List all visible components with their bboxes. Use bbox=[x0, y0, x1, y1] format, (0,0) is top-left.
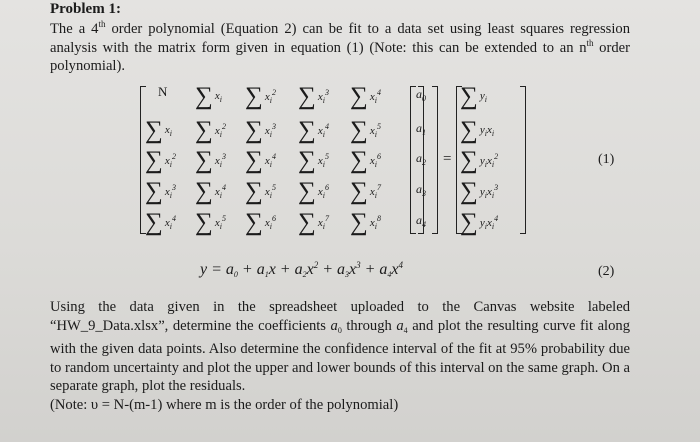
matrix-cell: ∑ $x_i^2$ bbox=[145, 147, 176, 174]
rhs-cell: ∑ $y_ix_i$ bbox=[460, 117, 495, 144]
equation-1-label: (1) bbox=[598, 152, 615, 167]
rhs-cell: ∑ $y_i$ bbox=[460, 83, 487, 110]
matrix-cell: ∑ $x_i^3$ bbox=[298, 83, 329, 110]
matrix-cell: ∑ $x_i^4$ bbox=[245, 147, 276, 174]
rhs-right-bracket bbox=[520, 86, 526, 234]
unknowns-right-bracket bbox=[432, 86, 438, 234]
unknown-cell: $a_1$ bbox=[416, 121, 426, 137]
matrix-cell: ∑ $x_i$ bbox=[145, 117, 172, 144]
unknown-cell: $a_4$ bbox=[416, 213, 426, 229]
unknown-cell: $a_2$ bbox=[416, 151, 426, 167]
matrix-cell: ∑ $x_i^2$ bbox=[245, 83, 276, 110]
matrix-cell: ∑ $x_i^8$ bbox=[350, 209, 381, 236]
matrix-cell: ∑ $x_i^6$ bbox=[298, 178, 329, 205]
rhs-cell: ∑ $y_ix_i^2$ bbox=[460, 147, 499, 174]
matrix-cell: ∑ $x_i^5$ bbox=[298, 147, 329, 174]
matrix-cell: ∑ $x_i^3$ bbox=[195, 147, 226, 174]
matrix-cell: ∑ $x_i^4$ bbox=[298, 117, 329, 144]
equation-2-label: (2) bbox=[598, 264, 615, 279]
equals-sign: = bbox=[443, 151, 452, 167]
task-text: Using the data given in the spreadsheet uploaded to the Canvas website labeled “HW_9_Data.xlsx”, determine the coefficients $a_0$ through $a_4$ and plot the resulting curve fit along with the given data points. Also determine the confidence interval of the fit at 95% probability due to random uncertainty and plot the upper and lower bounds of this interval on the same graph. On a separate graph, plot the residuals. bbox=[50, 299, 630, 394]
matrix-cell: ∑ $x_i^4$ bbox=[145, 209, 176, 236]
matrix-cell: ∑ $x_i^4$ bbox=[350, 83, 381, 110]
matrix-cell: ∑ $x_i^2$ bbox=[195, 117, 226, 144]
problem-title: Problem 1: bbox=[50, 1, 121, 17]
unknown-cell: $a_3$ bbox=[416, 182, 426, 198]
matrix-cell: ∑ $x_i^5$ bbox=[245, 178, 276, 205]
unknown-cell: $a_0$ bbox=[416, 87, 426, 103]
matrix-cell: ∑ $x_i^3$ bbox=[145, 178, 176, 205]
task-paragraph bbox=[50, 298, 630, 414]
rhs-cell: ∑ $y_ix_i^3$ bbox=[460, 178, 499, 205]
matrix-cell: ∑ $x_i^6$ bbox=[245, 209, 276, 236]
polynomial-equation: $y = a_0 + a_1x + a_2x^2 + a_3x^3 + a_4x^4$ bbox=[200, 260, 404, 279]
matrix-cell: N bbox=[158, 84, 168, 99]
matrix-cell: ∑ $x_i^6$ bbox=[350, 147, 381, 174]
matrix-cell: ∑ $x_i^7$ bbox=[350, 178, 381, 205]
note-text: (Note: υ = N-(m-1) where m is the order of the polynomial) bbox=[50, 396, 399, 413]
matrix-cell: ∑ $x_i^7$ bbox=[298, 209, 329, 236]
matrix-cell: ∑ $x_i^5$ bbox=[195, 209, 226, 236]
matrix-cell: ∑ $x_i$ bbox=[195, 83, 222, 110]
matrix-cell: ∑ $x_i^5$ bbox=[350, 117, 381, 144]
matrix-cell: ∑ $x_i^4$ bbox=[195, 178, 226, 205]
rhs-cell: ∑ $y_ix_i^4$ bbox=[460, 209, 499, 236]
intro-paragraph: The a 4th order polynomial (Equation 2) can be fit to a data set using least squares regression analysis with the matrix form given in equation (1) (Note: this can be extended to an $n^{th}$ order polynomial). bbox=[50, 19, 631, 74]
matrix-cell: ∑ $x_i^3$ bbox=[245, 117, 276, 144]
